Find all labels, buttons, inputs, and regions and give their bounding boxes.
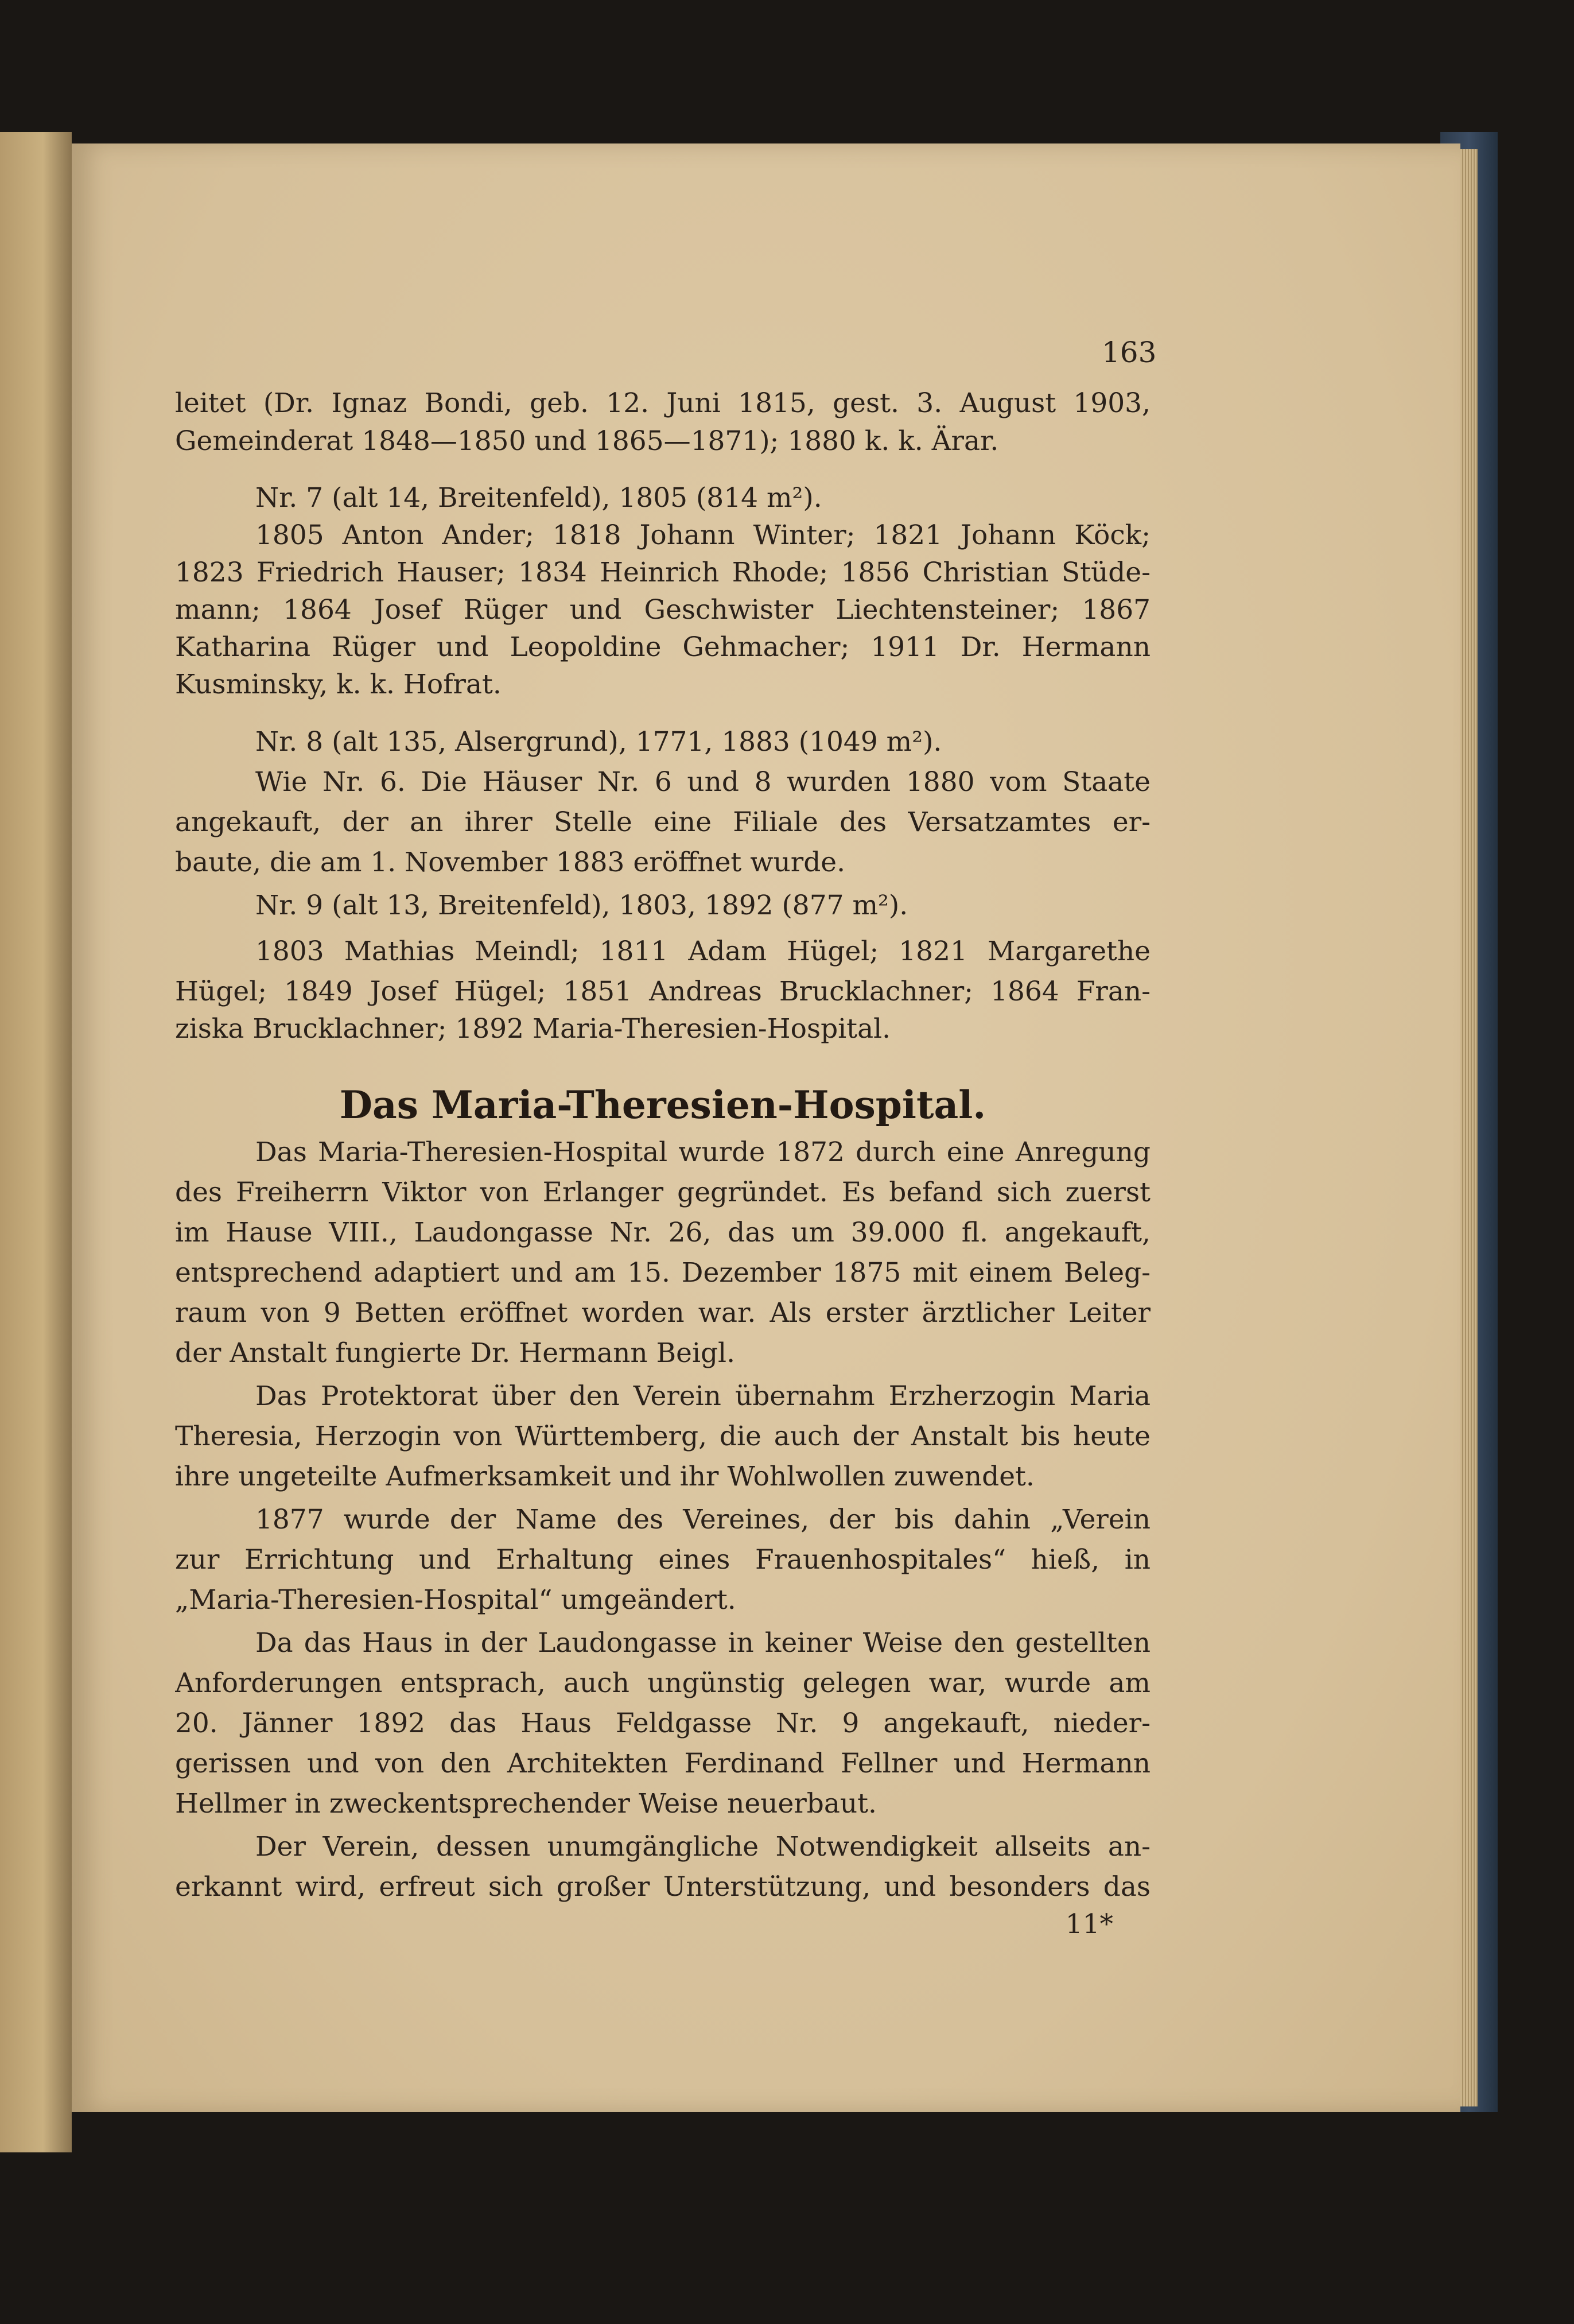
text-line: Kusminsky, k. k. Hofrat. — [175, 669, 502, 700]
text-line: 1823 Friedrich Hauser; 1834 Heinrich Rhode; 1856 Christian Stüde- — [175, 557, 1151, 588]
text-line: Nr. 7 (alt 14, Breitenfeld), 1805 (814 m²). — [255, 482, 822, 514]
text-line: ziska Brucklachner; 1892 Maria-Theresien-Hospital. — [175, 1013, 891, 1045]
text-line: „Maria-Theresien-Hospital“ umgeändert. — [175, 1584, 736, 1616]
text-line: leitet (Dr. Ignaz Bondi, geb. 12. Juni 1815, gest. 3. August 1903, — [175, 387, 1151, 419]
text-line: Nr. 9 (alt 13, Breitenfeld), 1803, 1892 (877 m²). — [255, 890, 908, 921]
text-line: mann; 1864 Josef Rüger und Geschwister Liechtensteiner; 1867 — [175, 594, 1151, 626]
text-line: raum von 9 Betten eröffnet worden war. Als erster ärztlicher Leiter — [175, 1297, 1151, 1329]
left-page-edge — [0, 132, 72, 2152]
text-line: angekauft, der an ihrer Stelle eine Filiale des Versatzamtes er- — [175, 806, 1151, 838]
page-block-edges — [1460, 149, 1478, 2106]
text-line: Hellmer in zweckentsprechender Weise neuerbaut. — [175, 1788, 877, 1819]
text-line: Hügel; 1849 Josef Hügel; 1851 Andreas Brucklachner; 1864 Fran- — [175, 976, 1151, 1007]
text-line: baute, die am 1. November 1883 eröffnet wurde. — [175, 847, 846, 878]
printer-signature-mark: 11* — [1065, 1908, 1113, 1940]
text-line: Theresia, Herzogin von Württemberg, die auch der Anstalt bis heute — [175, 1421, 1151, 1452]
text-line: Das Protektorat über den Verein übernahm Erzherzogin Maria — [255, 1380, 1151, 1412]
text-line: zur Errichtung und Erhaltung eines Frauenhospitales“ hieß, in — [175, 1544, 1151, 1576]
text-line: des Freiherrn Viktor von Erlanger gegründet. Es befand sich zuerst — [175, 1177, 1151, 1208]
text-line: Der Verein, dessen unumgängliche Notwendigkeit allseits an- — [255, 1831, 1151, 1863]
text-line: Das Maria-Theresien-Hospital wurde 1872 durch eine Anregung — [255, 1136, 1151, 1168]
text-line: erkannt wird, erfreut sich großer Unterstützung, und besonders das — [175, 1871, 1151, 1903]
text-line: der Anstalt fungierte Dr. Hermann Beigl. — [175, 1337, 736, 1369]
text-line: 20. Jänner 1892 das Haus Feldgasse Nr. 9 angekauft, nieder- — [175, 1708, 1151, 1739]
text-line: Katharina Rüger und Leopoldine Gehmacher; 1911 Dr. Hermann — [175, 631, 1151, 663]
text-line: 1805 Anton Ander; 1818 Johann Winter; 1821 Johann Köck; — [255, 519, 1151, 551]
text-line: entsprechend adaptiert und am 15. Dezember 1875 mit einem Beleg- — [175, 1257, 1151, 1289]
text-line: Wie Nr. 6. Die Häuser Nr. 6 und 8 wurden 1880 vom Staate — [255, 766, 1151, 798]
text-line: Anforderungen entsprach, auch ungünstig gelegen war, wurde am — [175, 1667, 1151, 1699]
page-number: 163 — [1102, 336, 1157, 369]
text-line: gerissen und von den Architekten Ferdinand Fellner und Hermann — [175, 1748, 1151, 1779]
text-line: 1877 wurde der Name des Vereines, der bis dahin „Verein — [255, 1504, 1151, 1535]
text-line: im Hause VIII., Laudongasse Nr. 26, das um 39.000 fl. angekauft, — [175, 1217, 1151, 1248]
text-line: Da das Haus in der Laudongasse in keiner Weise den gestellten — [255, 1627, 1151, 1659]
text-line: ihre ungeteilte Aufmerksamkeit und ihr Wohlwollen zuwendet. — [175, 1461, 1035, 1492]
text-line: 1803 Mathias Meindl; 1811 Adam Hügel; 1821 Margarethe — [255, 936, 1151, 967]
section-heading: Das Maria-Theresien-Hospital. — [339, 1083, 986, 1127]
text-line: Gemeinderat 1848—1850 und 1865—1871); 1880 k. k. Ärar. — [175, 425, 999, 457]
text-line: Nr. 8 (alt 135, Alsergrund), 1771, 1883 (1049 m²). — [255, 726, 942, 758]
